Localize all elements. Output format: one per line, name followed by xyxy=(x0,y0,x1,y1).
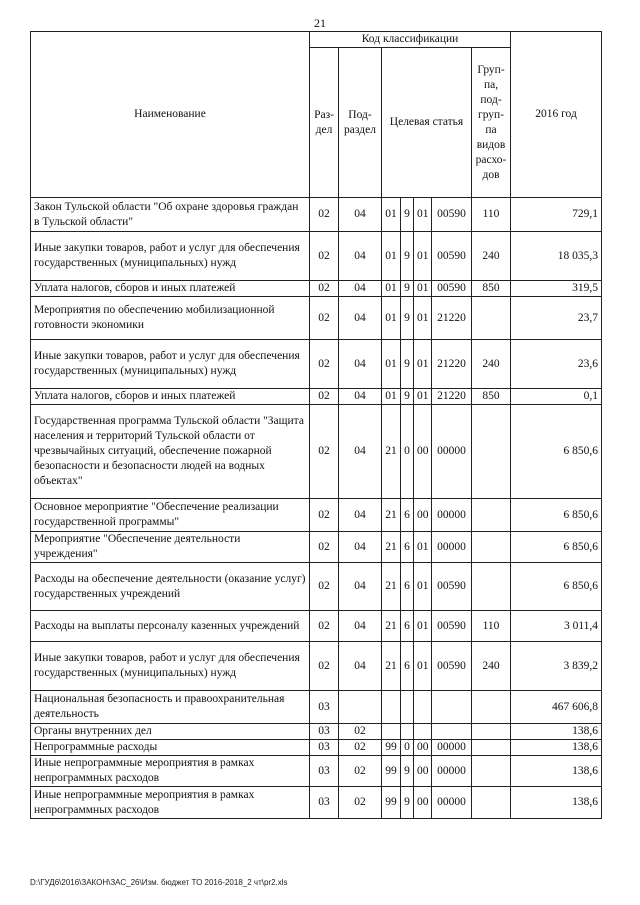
cell-cs4: 00000 xyxy=(432,756,472,787)
cell-name: Органы внутренних дел xyxy=(31,724,310,740)
cell-cs4: 00000 xyxy=(432,405,472,499)
cell-rz: 02 xyxy=(310,389,339,405)
cell-amount: 3 839,2 xyxy=(511,642,602,691)
cell-pr: 04 xyxy=(339,611,382,642)
cell-rz: 02 xyxy=(310,499,339,532)
cell-cs2: 6 xyxy=(401,499,414,532)
cell-name: Иные непрограммные мероприятия в рамках непрограммных расходов xyxy=(31,787,310,819)
cell-name: Расходы на обеспечение деятельности (оказание услуг) государственных учреждений xyxy=(31,563,310,611)
cell-cs2: 9 xyxy=(401,340,414,389)
cell-pr: 04 xyxy=(339,532,382,563)
cell-cs3: 01 xyxy=(414,611,432,642)
cell-cs3 xyxy=(414,691,432,724)
cell-cs1: 99 xyxy=(382,756,401,787)
cell-vr xyxy=(472,563,511,611)
cell-vr xyxy=(472,405,511,499)
cell-vr xyxy=(472,724,511,740)
cell-pr: 04 xyxy=(339,198,382,232)
cell-rz: 02 xyxy=(310,232,339,281)
cell-pr: 04 xyxy=(339,389,382,405)
table-row xyxy=(31,756,602,787)
cell-cs2: 6 xyxy=(401,532,414,563)
cell-pr: 04 xyxy=(339,232,382,281)
cell-vr xyxy=(472,297,511,340)
cell-cs4: 00000 xyxy=(432,787,472,819)
cell-rz: 03 xyxy=(310,787,339,819)
cell-cs3: 01 xyxy=(414,532,432,563)
cell-cs1: 21 xyxy=(382,611,401,642)
cell-name: Уплата налогов, сборов и иных платежей xyxy=(31,281,310,297)
cell-cs4 xyxy=(432,691,472,724)
cell-cs4: 21220 xyxy=(432,297,472,340)
cell-cs2: 0 xyxy=(401,740,414,756)
cell-cs4: 00000 xyxy=(432,532,472,563)
cell-pr: 04 xyxy=(339,563,382,611)
cell-amount: 18 035,3 xyxy=(511,232,602,281)
file-path-footer: D:\ГУД6\2016\ЗАКОН\ЗАС_26\Изм. бюджет ТО 2016-2018_2 чт\pr2.xls xyxy=(30,878,288,887)
cell-cs4: 00000 xyxy=(432,499,472,532)
cell-rz: 03 xyxy=(310,691,339,724)
cell-pr: 04 xyxy=(339,499,382,532)
cell-vr: 240 xyxy=(472,340,511,389)
cell-cs1: 01 xyxy=(382,281,401,297)
table-row xyxy=(31,691,602,724)
cell-name: Государственная программа Тульской области "Защита населения и территорий Тульской области от чрезвычайных ситуаций, обеспечение пожарной безопасности и безопасности людей на водных объектах" xyxy=(31,405,310,499)
cell-pr: 02 xyxy=(339,740,382,756)
cell-rz: 02 xyxy=(310,532,339,563)
cell-cs2: 6 xyxy=(401,611,414,642)
cell-amount: 6 850,6 xyxy=(511,563,602,611)
table-row xyxy=(31,499,602,532)
cell-cs4: 00590 xyxy=(432,232,472,281)
table-row xyxy=(31,405,602,499)
cell-cs3: 00 xyxy=(414,499,432,532)
cell-amount: 23,6 xyxy=(511,340,602,389)
header-expense-group: Груп-па, под-груп-па видов расхо-дов xyxy=(472,48,511,198)
cell-pr: 04 xyxy=(339,340,382,389)
cell-amount: 6 850,6 xyxy=(511,532,602,563)
cell-cs4: 21220 xyxy=(432,340,472,389)
table-row xyxy=(31,563,602,611)
cell-vr: 850 xyxy=(472,281,511,297)
cell-cs1: 01 xyxy=(382,297,401,340)
cell-cs1: 21 xyxy=(382,405,401,499)
header-section: Раз-дел xyxy=(310,48,339,198)
cell-cs3: 01 xyxy=(414,389,432,405)
cell-amount: 138,6 xyxy=(511,787,602,819)
cell-cs3: 01 xyxy=(414,232,432,281)
cell-cs1: 01 xyxy=(382,389,401,405)
cell-cs4: 00590 xyxy=(432,563,472,611)
cell-cs1: 01 xyxy=(382,232,401,281)
table-row xyxy=(31,232,602,281)
cell-amount: 23,7 xyxy=(511,297,602,340)
cell-cs2: 9 xyxy=(401,297,414,340)
cell-amount: 138,6 xyxy=(511,724,602,740)
cell-cs1: 99 xyxy=(382,787,401,819)
cell-cs3: 00 xyxy=(414,787,432,819)
cell-amount: 6 850,6 xyxy=(511,499,602,532)
cell-vr xyxy=(472,787,511,819)
cell-pr: 04 xyxy=(339,642,382,691)
cell-cs1: 99 xyxy=(382,740,401,756)
cell-amount: 138,6 xyxy=(511,756,602,787)
cell-cs3: 01 xyxy=(414,281,432,297)
cell-vr: 240 xyxy=(472,642,511,691)
table-row xyxy=(31,389,602,405)
cell-cs2: 9 xyxy=(401,198,414,232)
cell-vr xyxy=(472,740,511,756)
cell-rz: 02 xyxy=(310,281,339,297)
table-row xyxy=(31,787,602,819)
cell-name: Иные закупки товаров, работ и услуг для обеспечения государственных (муниципальных) нужд xyxy=(31,232,310,281)
cell-rz: 02 xyxy=(310,611,339,642)
cell-pr: 02 xyxy=(339,756,382,787)
cell-amount: 467 606,8 xyxy=(511,691,602,724)
table-row xyxy=(31,740,602,756)
cell-name: Закон Тульской области "Об охране здоровья граждан в Тульской области" xyxy=(31,198,310,232)
cell-cs2: 9 xyxy=(401,389,414,405)
header-classification: Код классификации xyxy=(310,32,511,48)
cell-cs4: 00590 xyxy=(432,281,472,297)
table-row xyxy=(31,297,602,340)
cell-cs4: 21220 xyxy=(432,389,472,405)
cell-vr xyxy=(472,691,511,724)
cell-rz: 02 xyxy=(310,340,339,389)
cell-cs4: 00000 xyxy=(432,740,472,756)
cell-rz: 02 xyxy=(310,405,339,499)
cell-cs3: 01 xyxy=(414,297,432,340)
cell-vr: 240 xyxy=(472,232,511,281)
cell-rz: 02 xyxy=(310,642,339,691)
cell-name: Мероприятия по обеспечению мобилизационной готовности экономики xyxy=(31,297,310,340)
cell-cs3: 00 xyxy=(414,405,432,499)
cell-cs3: 01 xyxy=(414,563,432,611)
header-subsection: Под-раздел xyxy=(339,48,382,198)
table-row xyxy=(31,198,602,232)
cell-amount: 729,1 xyxy=(511,198,602,232)
cell-cs3: 00 xyxy=(414,756,432,787)
cell-rz: 03 xyxy=(310,740,339,756)
cell-cs3: 01 xyxy=(414,198,432,232)
cell-cs4: 00590 xyxy=(432,642,472,691)
cell-cs2: 6 xyxy=(401,642,414,691)
cell-amount: 6 850,6 xyxy=(511,405,602,499)
cell-pr: 02 xyxy=(339,724,382,740)
cell-cs1: 21 xyxy=(382,563,401,611)
cell-rz: 02 xyxy=(310,198,339,232)
cell-cs2 xyxy=(401,724,414,740)
budget-table xyxy=(30,31,602,819)
cell-vr xyxy=(472,532,511,563)
cell-cs2: 9 xyxy=(401,232,414,281)
cell-vr: 110 xyxy=(472,198,511,232)
cell-cs1: 01 xyxy=(382,340,401,389)
cell-cs1: 01 xyxy=(382,198,401,232)
cell-name: Иные закупки товаров, работ и услуг для обеспечения государственных (муниципальных) нужд xyxy=(31,642,310,691)
cell-cs1 xyxy=(382,724,401,740)
cell-vr: 110 xyxy=(472,611,511,642)
cell-cs2: 9 xyxy=(401,281,414,297)
header-target-article: Целевая статья xyxy=(382,48,472,198)
table-row xyxy=(31,281,602,297)
cell-cs1: 21 xyxy=(382,642,401,691)
table-body xyxy=(31,198,602,819)
cell-cs3 xyxy=(414,724,432,740)
cell-pr xyxy=(339,691,382,724)
header-year: 2016 год xyxy=(511,32,602,198)
cell-name: Уплата налогов, сборов и иных платежей xyxy=(31,389,310,405)
cell-name: Иные закупки товаров, работ и услуг для обеспечения государственных (муниципальных) нужд xyxy=(31,340,310,389)
cell-cs3: 01 xyxy=(414,642,432,691)
cell-name: Мероприятие "Обеспечение деятельности учреждения" xyxy=(31,532,310,563)
cell-cs4 xyxy=(432,724,472,740)
table-row xyxy=(31,611,602,642)
cell-name: Расходы на выплаты персоналу казенных учреждений xyxy=(31,611,310,642)
cell-cs2: 9 xyxy=(401,756,414,787)
cell-cs1 xyxy=(382,691,401,724)
table-row xyxy=(31,724,602,740)
cell-cs3: 00 xyxy=(414,740,432,756)
cell-amount: 0,1 xyxy=(511,389,602,405)
table-row xyxy=(31,532,602,563)
cell-cs4: 00590 xyxy=(432,611,472,642)
cell-cs1: 21 xyxy=(382,532,401,563)
cell-cs1: 21 xyxy=(382,499,401,532)
cell-pr: 04 xyxy=(339,281,382,297)
cell-cs2 xyxy=(401,691,414,724)
cell-pr: 04 xyxy=(339,405,382,499)
cell-vr xyxy=(472,756,511,787)
header-name: Наименование xyxy=(31,32,310,198)
cell-cs4: 00590 xyxy=(432,198,472,232)
cell-rz: 02 xyxy=(310,563,339,611)
table-row xyxy=(31,340,602,389)
cell-cs2: 0 xyxy=(401,405,414,499)
cell-amount: 319,5 xyxy=(511,281,602,297)
cell-cs3: 01 xyxy=(414,340,432,389)
cell-pr: 02 xyxy=(339,787,382,819)
cell-name: Непрограммные расходы xyxy=(31,740,310,756)
cell-rz: 03 xyxy=(310,724,339,740)
cell-amount: 3 011,4 xyxy=(511,611,602,642)
cell-cs2: 6 xyxy=(401,563,414,611)
cell-vr: 850 xyxy=(472,389,511,405)
cell-vr xyxy=(472,499,511,532)
cell-name: Основное мероприятие "Обеспечение реализации государственной программы" xyxy=(31,499,310,532)
cell-name: Иные непрограммные мероприятия в рамках непрограммных расходов xyxy=(31,756,310,787)
cell-rz: 03 xyxy=(310,756,339,787)
cell-name: Национальная безопасность и правоохранительная деятельность xyxy=(31,691,310,724)
cell-pr: 04 xyxy=(339,297,382,340)
cell-cs2: 9 xyxy=(401,787,414,819)
cell-amount: 138,6 xyxy=(511,740,602,756)
table-row xyxy=(31,642,602,691)
cell-rz: 02 xyxy=(310,297,339,340)
page-number: 21 xyxy=(314,16,326,30)
